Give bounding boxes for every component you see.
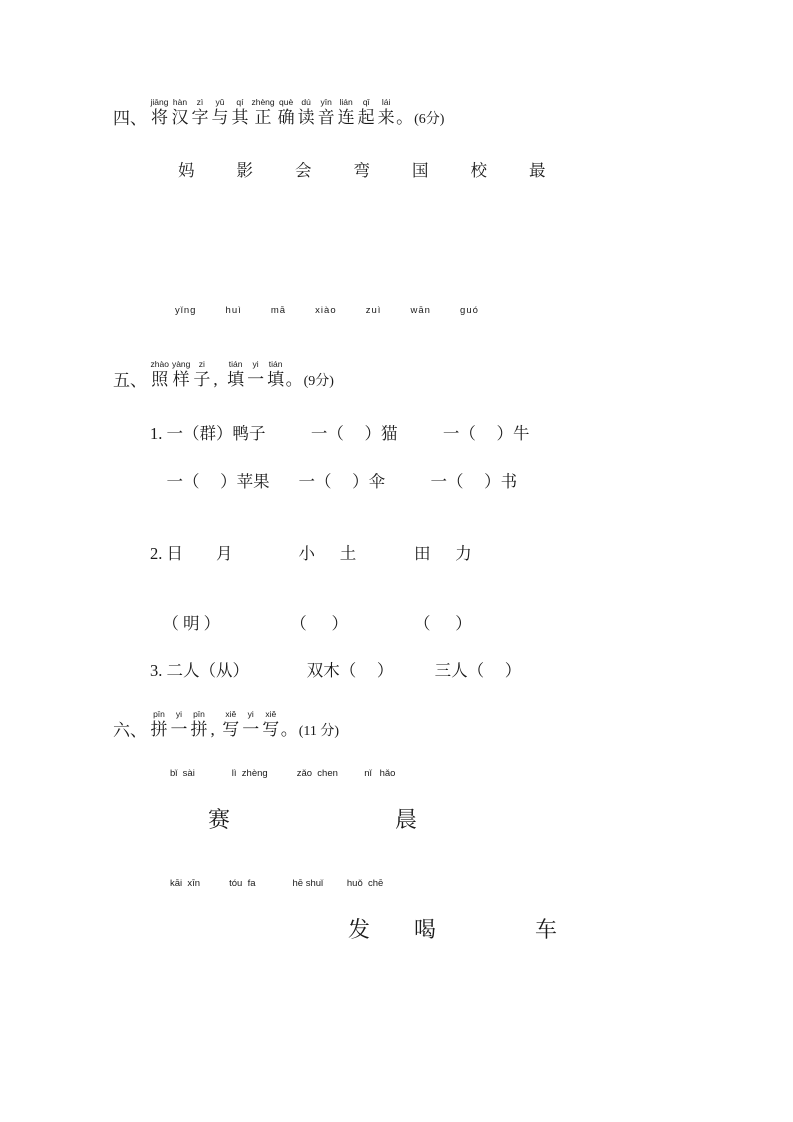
section-six-pinyin-row-1: bǐ sài lì zhèng zǎo chen nǐ hǎo bbox=[170, 768, 396, 779]
hanzi: 写 bbox=[262, 720, 280, 739]
ruby-que bbox=[278, 98, 295, 127]
ruby-pin2 bbox=[191, 710, 208, 739]
pinyin: zhào bbox=[150, 359, 169, 369]
hanzi: 一 bbox=[247, 370, 265, 389]
ruby-lai bbox=[378, 98, 395, 127]
ruby-du bbox=[298, 98, 315, 127]
hanzi: , bbox=[210, 720, 215, 739]
ruby-yin bbox=[318, 98, 335, 127]
ruby-comma-2 bbox=[211, 710, 215, 739]
section-five-score: (9分) bbox=[303, 374, 334, 389]
pinyin: yǔ bbox=[215, 97, 225, 107]
ruby-han bbox=[171, 98, 188, 127]
hanzi: 来 bbox=[377, 108, 395, 127]
hanzi: 将 bbox=[150, 108, 168, 127]
section-four-title-period: 。 bbox=[396, 108, 414, 127]
hanzi: 填 bbox=[267, 370, 285, 389]
pinyin: lái bbox=[381, 97, 391, 107]
ruby-jiang bbox=[151, 98, 169, 127]
section-five bbox=[113, 360, 713, 389]
ruby-zi bbox=[191, 98, 208, 127]
hanzi: 读 bbox=[297, 108, 315, 127]
pinyin: qí bbox=[236, 97, 244, 107]
section-four-heading bbox=[113, 98, 713, 127]
pinyin: zì bbox=[196, 97, 204, 107]
pinyin: yàng bbox=[171, 359, 191, 369]
ruby-tian bbox=[227, 360, 244, 389]
hanzi: 正 bbox=[254, 108, 272, 127]
section-four-score: (6分) bbox=[414, 112, 445, 127]
pinyin: xiě bbox=[265, 709, 277, 719]
hanzi: 连 bbox=[337, 108, 355, 127]
section-five-line-3: 2. 日 月 小 土 田 力 bbox=[150, 544, 472, 563]
hanzi: 填 bbox=[227, 370, 245, 389]
section-five-number: 五、 bbox=[113, 371, 147, 390]
ruby-xie bbox=[222, 710, 239, 739]
section-four-number: 四、 bbox=[113, 109, 147, 128]
pinyin: dú bbox=[301, 97, 311, 107]
hanzi: 确 bbox=[277, 108, 295, 127]
pinyin: zi bbox=[198, 359, 205, 369]
hanzi: 汉 bbox=[171, 108, 189, 127]
hanzi: 音 bbox=[317, 108, 335, 127]
pinyin: yi bbox=[247, 709, 254, 719]
section-six-hanzi-row-2: 发 喝 车 bbox=[348, 917, 558, 942]
pinyin: qǐ bbox=[362, 97, 370, 107]
section-six-heading bbox=[113, 710, 713, 739]
pinyin: yīn bbox=[320, 97, 332, 107]
pinyin: yi bbox=[252, 359, 259, 369]
hanzi: 一 bbox=[170, 720, 188, 739]
hanzi: 一 bbox=[242, 720, 260, 739]
pinyin: pīn bbox=[153, 709, 165, 719]
pinyin: pīn bbox=[193, 709, 205, 719]
pinyin: tián bbox=[228, 359, 243, 369]
section-six-hanzi-row-1: 赛 晨 bbox=[208, 807, 418, 832]
section-six bbox=[113, 710, 713, 739]
section-four-pinyin-row: yǐng huì mā xiào zuì wān guó bbox=[175, 305, 479, 316]
section-six-number: 六、 bbox=[113, 721, 147, 740]
section-five-title-period: 。 bbox=[285, 370, 303, 389]
hanzi: 拼 bbox=[150, 720, 168, 739]
hanzi: 样 bbox=[172, 370, 190, 389]
ruby-yang bbox=[172, 360, 190, 389]
ruby-zhao bbox=[151, 360, 169, 389]
pinyin: zhèng bbox=[251, 97, 275, 107]
pinyin: hàn bbox=[172, 97, 188, 107]
ruby-yu bbox=[211, 98, 228, 127]
ruby-pin bbox=[151, 710, 168, 739]
ruby-qi2 bbox=[358, 98, 375, 127]
section-five-line-5: 3. 二人（从） 双木（ ） 三人（ ） bbox=[150, 661, 522, 680]
pinyin: xiě bbox=[225, 709, 237, 719]
hanzi: 字 bbox=[191, 108, 209, 127]
section-four-hanzi-row: 妈 影 会 弯 国 校 最 bbox=[178, 161, 547, 180]
section-five-line-4: （ 明 ） （ ） （ ） bbox=[150, 614, 472, 633]
pinyin: lián bbox=[339, 97, 353, 107]
ruby-tian2 bbox=[267, 360, 284, 389]
ruby-yi bbox=[247, 360, 264, 389]
ruby-lian bbox=[338, 98, 355, 127]
ruby-yi2 bbox=[171, 710, 188, 739]
hanzi: 拼 bbox=[190, 720, 208, 739]
pinyin: jiāng bbox=[150, 97, 169, 107]
hanzi: 子 bbox=[193, 370, 211, 389]
hanzi: 其 bbox=[231, 108, 249, 127]
ruby-zi3 bbox=[193, 360, 210, 389]
hanzi: 照 bbox=[151, 370, 169, 389]
pinyin: què bbox=[279, 97, 294, 107]
section-six-title-period: 。 bbox=[280, 720, 298, 739]
section-five-heading bbox=[113, 360, 713, 389]
ruby-comma-1 bbox=[213, 360, 217, 389]
hanzi: 与 bbox=[211, 108, 229, 127]
section-six-pinyin-row-2: kāi xīn tóu fa hē shuǐ huǒ chē bbox=[170, 878, 384, 889]
section-five-line-1: 1. 一（群）鸭子 一（ ）猫 一（ ）牛 bbox=[150, 424, 530, 443]
ruby-yi3 bbox=[242, 710, 259, 739]
section-five-line-2: 一（ ）苹果 一（ ）伞 一（ ）书 bbox=[150, 472, 518, 491]
ruby-zheng bbox=[251, 98, 274, 127]
ruby-xie2 bbox=[262, 710, 279, 739]
hanzi: 起 bbox=[357, 108, 375, 127]
pinyin: yi bbox=[175, 709, 183, 719]
section-six-score: (11 分) bbox=[298, 724, 340, 739]
pinyin: tián bbox=[268, 359, 283, 369]
hanzi: 写 bbox=[222, 720, 240, 739]
ruby-qi bbox=[231, 98, 248, 127]
section-four bbox=[113, 98, 713, 127]
hanzi: , bbox=[213, 370, 218, 389]
